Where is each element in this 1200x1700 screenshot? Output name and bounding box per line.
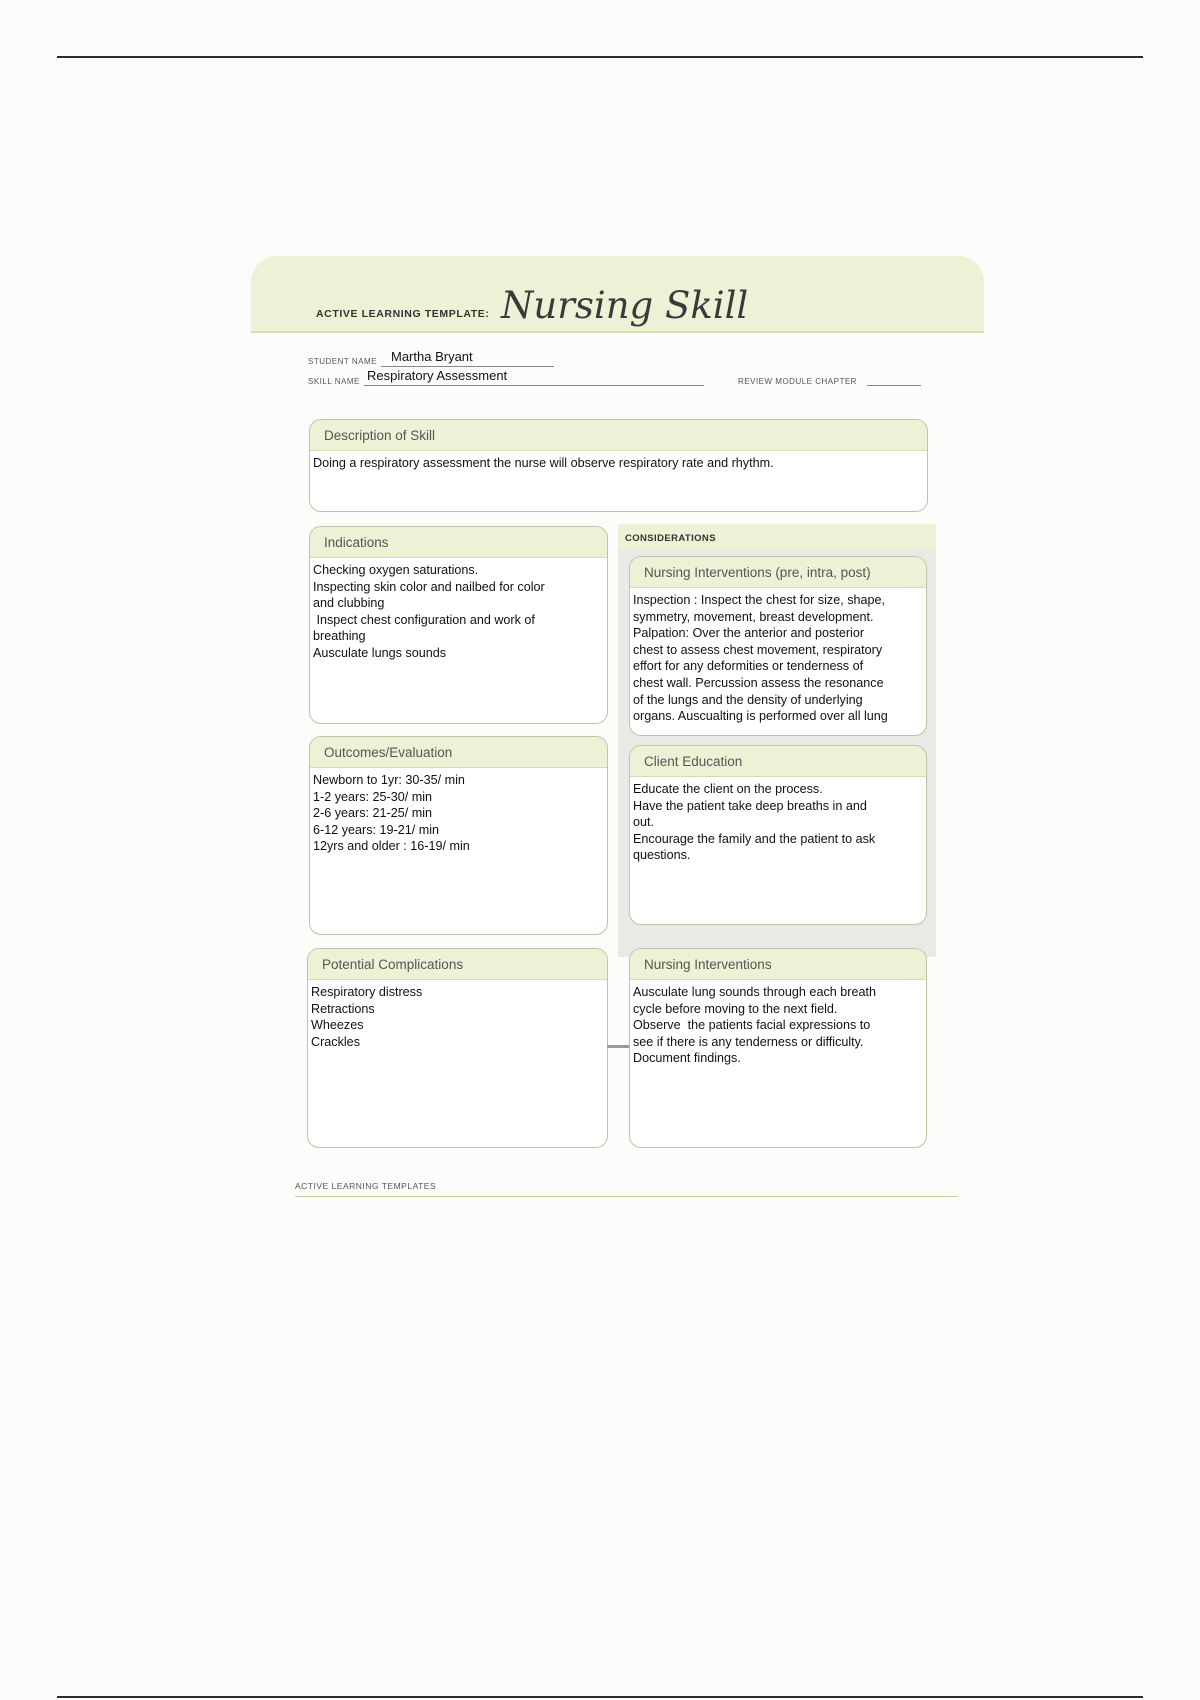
skill-name-label: SKILL NAME (308, 377, 360, 386)
client-education-heading: Client Education (630, 746, 926, 777)
outcomes-body[interactable] (310, 768, 607, 855)
text-line: Educate the client on the process. (633, 782, 823, 796)
text-line: Doing a respiratory assessment the nurse will observe respiratory rate and rhythm. (313, 456, 774, 470)
student-name-label: STUDENT NAME (308, 357, 377, 366)
template-label: ACTIVE LEARNING TEMPLATE: (316, 308, 490, 320)
text-line: Encourage the family and the patient to ask (633, 831, 876, 846)
considerations-label: CONSIDERATIONS (625, 533, 716, 544)
text-line: Ausculate lungs sounds (313, 645, 447, 660)
page-bottom-rule (57, 1696, 1143, 1698)
text-line: Document findings. (633, 1051, 741, 1066)
potential-complications-heading: Potential Complications (308, 949, 607, 980)
text-line: 2-6 years: 21-25/ min (313, 806, 432, 821)
footer-rule (295, 1196, 958, 1197)
text-line: cycle before moving to the next field. (633, 1001, 838, 1016)
page-top-rule (57, 56, 1143, 58)
indications-body[interactable] (310, 558, 607, 662)
text-line: Palpation: Over the anterior and posterior (633, 626, 865, 641)
footer-label: ACTIVE LEARNING TEMPLATES (295, 1181, 437, 1191)
text-line: chest to assess chest movement, respiratory (633, 642, 883, 657)
template-header (251, 256, 984, 333)
text-line: 12yrs and older : 16-19/ min (313, 839, 470, 854)
text-line: chest wall. Percussion assess the resonance (633, 675, 884, 690)
text-line: Observe the patients facial expressions to (633, 1018, 871, 1033)
student-name-value[interactable]: Martha Bryant (391, 349, 473, 364)
potential-complications-body[interactable] (308, 980, 607, 1050)
indications-heading: Indications (310, 527, 607, 558)
text-line: breathing (313, 629, 366, 644)
text-line: symmetry, movement, breast development. (633, 609, 874, 624)
text-line: Wheezes (311, 1018, 364, 1033)
text-line: organs. Auscualting is performed over all lung (633, 709, 888, 724)
potential-complications-box (307, 948, 608, 1148)
text-line: Newborn to 1yr: 30-35/ min (313, 773, 465, 787)
text-line: out. (633, 815, 655, 830)
text-line: Retractions (311, 1001, 375, 1016)
skill-name-line (364, 385, 704, 386)
nursing-interventions-pre-body[interactable] (630, 588, 926, 725)
template-title: Nursing Skill (501, 284, 749, 327)
nursing-interventions-pre-intra-post-box (629, 556, 927, 736)
text-line: of the lungs and the density of underlying (633, 692, 863, 707)
text-line: Inspecting skin color and nailbed for color (313, 579, 545, 594)
outcomes-heading: Outcomes/Evaluation (310, 737, 607, 768)
text-line: and clubbing (313, 596, 385, 611)
nursing-interventions-box (629, 948, 927, 1148)
text-line: 6-12 years: 19-21/ min (313, 822, 439, 837)
indications-box (309, 526, 608, 724)
box-connector-line (607, 1045, 630, 1048)
text-line: Ausculate lung sounds through each breath (633, 985, 876, 999)
client-education-body[interactable] (630, 777, 926, 864)
description-body[interactable] (310, 451, 927, 472)
student-name-line (381, 366, 554, 367)
review-module-label: REVIEW MODULE CHAPTER (738, 377, 857, 386)
text-line: see if there is any tenderness or difficulty. (633, 1034, 864, 1049)
description-of-skill-box (309, 419, 928, 512)
client-education-box (629, 745, 927, 925)
skill-name-value[interactable]: Respiratory Assessment (367, 368, 508, 383)
nursing-interventions-heading: Nursing Interventions (630, 949, 926, 980)
outcomes-evaluation-box (309, 736, 608, 935)
text-line: 1-2 years: 25-30/ min (313, 789, 432, 804)
nursing-interventions-body[interactable] (630, 980, 926, 1067)
nursing-skill-template-sheet (251, 256, 984, 1201)
text-line: Inspection : Inspect the chest for size, shape, (633, 593, 886, 607)
text-line: effort for any deformities or tenderness of (633, 659, 864, 674)
text-line: Inspect chest configuration and work of (313, 612, 535, 627)
text-line: questions. (633, 848, 691, 863)
text-line: Checking oxygen saturations. (313, 563, 479, 577)
description-heading: Description of Skill (310, 420, 927, 451)
text-line: Respiratory distress (311, 985, 423, 999)
review-module-line[interactable] (867, 385, 921, 386)
text-line: Have the patient take deep breaths in and (633, 798, 867, 813)
text-line: Crackles (311, 1034, 360, 1049)
nursing-interventions-pre-heading: Nursing Interventions (pre, intra, post) (630, 557, 926, 588)
